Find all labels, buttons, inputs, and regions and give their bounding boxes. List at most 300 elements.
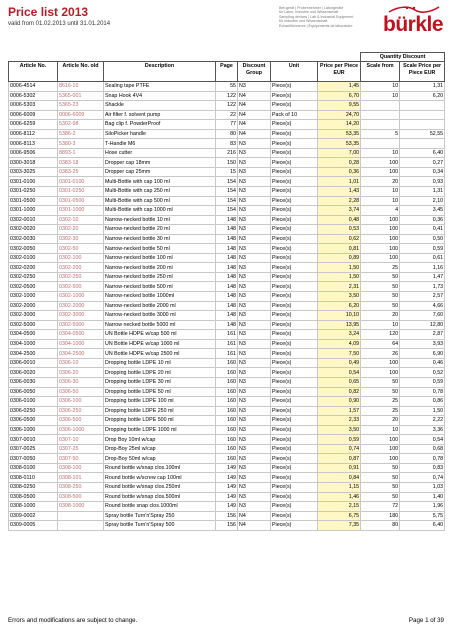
article-no-cell: 0306-0020 (9, 368, 58, 378)
price-cell: 0,48 (318, 215, 361, 225)
article-no-old-cell: 5302-98 (58, 120, 104, 130)
article-no-cell: 0006-4514 (9, 82, 58, 92)
article-no-old-cell: 0306-30 (58, 377, 104, 387)
price-cell: 0,91 (318, 463, 361, 473)
discount-group-cell: N3 (238, 82, 271, 92)
page-cell: 154 (216, 196, 238, 206)
scale-price-cell: 0,74 (400, 473, 445, 483)
description-cell: Narrow-necked bottle 20 ml (104, 225, 216, 235)
description-cell: Spray bottle Turn'n'Spray 250 (104, 511, 216, 521)
price-cell: 1,01 (318, 177, 361, 187)
page-cell: 160 (216, 358, 238, 368)
scale-price-cell (400, 110, 445, 120)
scale-from-header: Scale from (361, 62, 400, 82)
page-cell: 149 (216, 473, 238, 483)
page-cell: 77 (216, 120, 238, 130)
discount-group-cell: N3 (238, 444, 271, 454)
scale-from-cell: 100 (361, 444, 400, 454)
table-row (9, 225, 445, 235)
unit-cell: Piece(s) (271, 187, 318, 197)
page-cell: 148 (216, 292, 238, 302)
table-row (9, 110, 445, 120)
price-cell: 0,74 (318, 444, 361, 454)
scale-price-cell: 0,54 (400, 435, 445, 445)
article-no-cell: 0006-8112 (9, 129, 58, 139)
price-cell: 2,15 (318, 502, 361, 512)
unit-cell: Piece(s) (271, 320, 318, 330)
scale-price-cell: 0,86 (400, 397, 445, 407)
tagline-line: für Industrie und Wissenschaft (279, 19, 328, 24)
discount-group-cell: N3 (238, 148, 271, 158)
tagline-line: Sampling devices | Lab & Industrial Equipment (279, 14, 354, 19)
page-cell: 160 (216, 435, 238, 445)
price-cell: 6,20 (318, 301, 361, 311)
scale-price-cell: 1,03 (400, 482, 445, 492)
article-no-old-cell: 0307-50 (58, 454, 104, 464)
discount-group-cell: N3 (238, 177, 271, 187)
discount-group-cell: N4 (238, 120, 271, 130)
article-no-old-cell: 0307-25 (58, 444, 104, 454)
article-no-cell: 0309-0005 (9, 521, 58, 531)
discount-group-cell: N3 (238, 263, 271, 273)
scale-from-cell: 10 (361, 320, 400, 330)
article-no-old-cell: 0302-1000 (58, 292, 104, 302)
scale-price-cell: 12,80 (400, 320, 445, 330)
price-cell: 10,10 (318, 311, 361, 321)
article-no-old-cell: 0306-1000 (58, 425, 104, 435)
page-cell: 149 (216, 492, 238, 502)
page-cell: 156 (216, 511, 238, 521)
discount-group-cell: N3 (238, 349, 271, 359)
table-row (9, 292, 445, 302)
scale-from-cell: 50 (361, 377, 400, 387)
article-no-cell: 0302-2000 (9, 301, 58, 311)
table-row (9, 435, 445, 445)
price-cell: 4,09 (318, 339, 361, 349)
scale-from-cell: 50 (361, 473, 400, 483)
discount-group-cell: N4 (238, 129, 271, 139)
scale-price-cell (400, 101, 445, 111)
table-row (9, 349, 445, 359)
description-cell: UN Bottle HDPE w/cap 2500 ml (104, 349, 216, 359)
scale-from-cell: 10 (361, 187, 400, 197)
description-cell: Narrow-necked bottle 100 ml (104, 253, 216, 263)
page-cell: 148 (216, 272, 238, 282)
price-cell: 1,50 (318, 272, 361, 282)
scale-price-cell: 0,93 (400, 177, 445, 187)
scale-price-cell: 1,47 (400, 272, 445, 282)
page-cell: 160 (216, 377, 238, 387)
unit-cell: Piece(s) (271, 435, 318, 445)
article-no-old-cell: 0308-100 (58, 463, 104, 473)
discount-group-cell: N3 (238, 416, 271, 426)
table-row (9, 368, 445, 378)
unit-cell: Piece(s) (271, 206, 318, 216)
description-cell: Round bottle snap clos.1000ml (104, 502, 216, 512)
article-no-old-cell: 0383-25 (58, 167, 104, 177)
article-no-old-cell: 0306-100 (58, 397, 104, 407)
discount-group-cell: N3 (238, 253, 271, 263)
description-cell: Spray bottle Turn'n'Spray 500 (104, 521, 216, 531)
table-row (9, 387, 445, 397)
scale-from-cell: 20 (361, 177, 400, 187)
article-no-cell: 0006-5303 (9, 101, 58, 111)
scale-from-cell: 64 (361, 339, 400, 349)
article-no-cell: 0306-0500 (9, 416, 58, 426)
unit-cell: Piece(s) (271, 425, 318, 435)
scale-from-cell: 100 (361, 167, 400, 177)
article-no-old-cell: 0308-1000 (58, 502, 104, 512)
scale-from-cell: 120 (361, 330, 400, 340)
page-cell: 161 (216, 349, 238, 359)
page-cell: 22 (216, 110, 238, 120)
article-no-cell: 0306-0100 (9, 397, 58, 407)
unit-cell: Piece(s) (271, 358, 318, 368)
article-no-cell: 0006-9506 (9, 148, 58, 158)
scale-price-cell: 2,10 (400, 196, 445, 206)
page-cell: 160 (216, 416, 238, 426)
unit-cell: Piece(s) (271, 215, 318, 225)
scale-from-cell: 180 (361, 511, 400, 521)
scale-from-cell: 50 (361, 463, 400, 473)
scale-from-cell: 100 (361, 234, 400, 244)
scale-from-cell (361, 139, 400, 149)
table-row (9, 473, 445, 483)
article-no-cell: 0308-1000 (9, 502, 58, 512)
table-row (9, 91, 445, 101)
page-cell: 148 (216, 320, 238, 330)
scale-price-cell: 1,31 (400, 82, 445, 92)
table-row (9, 177, 445, 187)
scale-price-cell: 2,87 (400, 330, 445, 340)
table-row (9, 482, 445, 492)
scale-from-cell (361, 101, 400, 111)
description-cell: Round bottle w/snap clos.500ml (104, 492, 216, 502)
description-cell: Dropping bottle LDPE 20 ml (104, 368, 216, 378)
article-no-cell: 0306-0250 (9, 406, 58, 416)
article-no-old-cell: 0306-20 (58, 368, 104, 378)
discount-group-cell: N3 (238, 301, 271, 311)
price-cell: 0,54 (318, 368, 361, 378)
discount-group-cell: N3 (238, 158, 271, 168)
price-cell: 6,70 (318, 91, 361, 101)
description-cell: Dropper cap 18mm (104, 158, 216, 168)
article-no-old-cell: 0302-3000 (58, 311, 104, 321)
discount-group-cell: N3 (238, 502, 271, 512)
page-cell: 148 (216, 215, 238, 225)
description-cell: Drop Boy 10ml w/cap (104, 435, 216, 445)
scale-price-cell: 0,36 (400, 215, 445, 225)
scale-from-cell: 100 (361, 225, 400, 235)
table-row (9, 502, 445, 512)
scale-price-cell: 5,75 (400, 511, 445, 521)
scale-price-cell: 3,45 (400, 206, 445, 216)
scale-price-cell (400, 139, 445, 149)
description-cell: Narrow necked bottle 5000 ml (104, 320, 216, 330)
article-no-cell: 0308-0110 (9, 473, 58, 483)
scale-price-cell: 0,27 (400, 158, 445, 168)
unit-cell: Piece(s) (271, 244, 318, 254)
article-no-cell: 0006-6259 (9, 120, 58, 130)
discount-group-cell: N3 (238, 387, 271, 397)
scale-price-cell: 1,31 (400, 187, 445, 197)
article-no-cell: 0006-5302 (9, 91, 58, 101)
article-no-old-cell: 0006-6009 (58, 110, 104, 120)
description-cell: T-Handle M6 (104, 139, 216, 149)
unit-cell: Piece(s) (271, 177, 318, 187)
scale-from-cell: 100 (361, 358, 400, 368)
description-cell: Narrow-necked bottle 2000 ml (104, 301, 216, 311)
scale-from-cell: 100 (361, 158, 400, 168)
validity-subtitle: valid from 01.02.2013 until 31.01.2014 (8, 21, 111, 27)
table-row (9, 82, 445, 92)
unit-cell: Piece(s) (271, 492, 318, 502)
discount-group-cell: N3 (238, 377, 271, 387)
table-row (9, 416, 445, 426)
scale-from-cell: 50 (361, 292, 400, 302)
price-cell: 0,87 (318, 454, 361, 464)
scale-price-cell: 0,78 (400, 387, 445, 397)
discount-group-cell: N3 (238, 368, 271, 378)
unit-cell: Piece(s) (271, 253, 318, 263)
table-row (9, 444, 445, 454)
table-row (9, 463, 445, 473)
article-no-old-cell: 5365-001 (58, 91, 104, 101)
description-cell: Narrow-necked bottle 30 ml (104, 234, 216, 244)
article-no-old-cell: 0304-0500 (58, 330, 104, 340)
table-row (9, 511, 445, 521)
description-cell: Narrow-necked bottle 200 ml (104, 263, 216, 273)
description-cell: Air filter f. solvent pump (104, 110, 216, 120)
scale-price-cell: 4,66 (400, 301, 445, 311)
scale-price-cell: 7,60 (400, 311, 445, 321)
table-row (9, 244, 445, 254)
description-cell: Narrow-necked bottle 3000 ml (104, 311, 216, 321)
description-cell: Round bottle w/screw cap 100ml (104, 473, 216, 483)
page-cell: 122 (216, 101, 238, 111)
table-row (9, 158, 445, 168)
page-cell: 148 (216, 244, 238, 254)
price-cell: 1,15 (318, 482, 361, 492)
scale-price-cell: 0,34 (400, 167, 445, 177)
scale-price-cell: 6,90 (400, 349, 445, 359)
article-no-old-cell: 0308-101 (58, 473, 104, 483)
article-no-old-cell: 0383-18 (58, 158, 104, 168)
scale-from-cell: 100 (361, 253, 400, 263)
table-row (9, 101, 445, 111)
description-cell: Multi-Bottle with cap 100 ml (104, 177, 216, 187)
page-cell: 216 (216, 148, 238, 158)
unit-cell: Piece(s) (271, 148, 318, 158)
article-no-cell: 0308-0100 (9, 463, 58, 473)
scale-from-cell: 25 (361, 263, 400, 273)
price-cell: 0,49 (318, 358, 361, 368)
article-no-cell: 0302-0050 (9, 244, 58, 254)
article-no-cell: 0302-5000 (9, 320, 58, 330)
unit-cell: Piece(s) (271, 511, 318, 521)
discount-group-cell: N3 (238, 234, 271, 244)
table-row (9, 311, 445, 321)
article-no-cell: 0302-3000 (9, 311, 58, 321)
price-cell: 0,36 (318, 167, 361, 177)
article-no-old-cell: 0306-500 (58, 416, 104, 426)
price-cell: 0,84 (318, 473, 361, 483)
description-cell: Dropping bottle LDPE 100 ml (104, 397, 216, 407)
unit-cell: Piece(s) (271, 473, 318, 483)
page-cell: 161 (216, 339, 238, 349)
article-no-old-cell: 0302-10 (58, 215, 104, 225)
page-cell: 160 (216, 425, 238, 435)
article-no-old-cell: 0301-0250 (58, 187, 104, 197)
table-row (9, 167, 445, 177)
page-cell: 160 (216, 397, 238, 407)
page-cell: 161 (216, 330, 238, 340)
logo-wordmark: bürkle (383, 13, 444, 36)
article-no-cell: 0306-1000 (9, 425, 58, 435)
tagline-line: für Labor, Industrie und Wissenschaft (279, 10, 339, 15)
article-no-old-cell: 8616-10 (58, 82, 104, 92)
unit-cell: Piece(s) (271, 330, 318, 340)
scale-from-cell: 100 (361, 454, 400, 464)
description-cell: SiloPicker handle (104, 129, 216, 139)
page-cell: 148 (216, 301, 238, 311)
table-row (9, 406, 445, 416)
unit-cell: Piece(s) (271, 272, 318, 282)
article-no-header: Article No. (9, 62, 58, 82)
description-cell: Dropper cap 25mm (104, 167, 216, 177)
article-no-old-header: Article No. old (58, 62, 104, 82)
unit-cell: Piece(s) (271, 463, 318, 473)
page-cell: 83 (216, 139, 238, 149)
price-cell: 1,46 (318, 492, 361, 502)
page-cell: 160 (216, 454, 238, 464)
article-no-cell: 0006-6009 (9, 110, 58, 120)
article-no-old-cell: 0308-500 (58, 492, 104, 502)
table-row (9, 196, 445, 206)
article-no-old-cell: 0302-2000 (58, 301, 104, 311)
article-no-old-cell: 0301-0100 (58, 177, 104, 187)
price-cell: 2,28 (318, 196, 361, 206)
unit-cell: Piece(s) (271, 225, 318, 235)
price-cell: 1,57 (318, 406, 361, 416)
unit-cell: Piece(s) (271, 91, 318, 101)
scale-from-cell: 10 (361, 148, 400, 158)
description-cell: Round bottle w/snap clos.250ml (104, 482, 216, 492)
scale-price-cell: 3,93 (400, 339, 445, 349)
article-no-old-cell: 0302-500 (58, 282, 104, 292)
description-cell: Multi-Bottle with cap 250 ml (104, 187, 216, 197)
article-no-cell: 0307-0010 (9, 435, 58, 445)
tagline-line: Échantillonneurs | Équipements de laboratoire (279, 23, 353, 28)
discount-group-cell: N3 (238, 292, 271, 302)
article-no-old-cell: 0304-1000 (58, 339, 104, 349)
article-no-old-cell: 0306-50 (58, 387, 104, 397)
price-cell: 1,45 (318, 82, 361, 92)
company-logo (383, 5, 444, 39)
table-row (9, 320, 445, 330)
scale-from-cell: 10 (361, 196, 400, 206)
scale-price-cell: 0,83 (400, 463, 445, 473)
discount-group-cell: N3 (238, 272, 271, 282)
article-no-cell: 0302-1000 (9, 292, 58, 302)
description-cell: Dropping bottle LDPE 500 ml (104, 416, 216, 426)
article-no-old-cell (58, 521, 104, 531)
scale-from-cell: 72 (361, 502, 400, 512)
article-no-cell: 0302-0010 (9, 215, 58, 225)
discount-group-cell: N3 (238, 492, 271, 502)
scale-price-cell: 0,59 (400, 244, 445, 254)
price-cell: 1,50 (318, 263, 361, 273)
article-no-cell: 0302-0020 (9, 225, 58, 235)
description-cell: Narrow-necked bottle 10 ml (104, 215, 216, 225)
table-row (9, 253, 445, 263)
article-no-cell: 0307-0050 (9, 454, 58, 464)
table-row (9, 206, 445, 216)
scale-from-cell: 50 (361, 282, 400, 292)
description-cell: Drop-Boy 50ml w/cap (104, 454, 216, 464)
unit-cell: Piece(s) (271, 406, 318, 416)
article-no-cell: 0300-3018 (9, 158, 58, 168)
scale-price-cell: 6,40 (400, 148, 445, 158)
scale-from-cell: 25 (361, 397, 400, 407)
scale-price-cell: 1,40 (400, 492, 445, 502)
scale-from-cell: 4 (361, 206, 400, 216)
description-cell: Narrow-necked bottle 1000ml (104, 292, 216, 302)
unit-cell: Piece(s) (271, 444, 318, 454)
scale-price-cell: 6,40 (400, 521, 445, 531)
description-cell: UN Bottle HDPE w/cap 500 ml (104, 330, 216, 340)
scale-price-cell: 0,50 (400, 234, 445, 244)
page-cell: 154 (216, 206, 238, 216)
description-cell: Narrow-necked bottle 50 ml (104, 244, 216, 254)
scale-from-cell: 80 (361, 521, 400, 531)
quantity-discount-header: Quantity Discount (361, 53, 445, 62)
discount-group-cell: N3 (238, 320, 271, 330)
article-no-cell: 0304-1000 (9, 339, 58, 349)
scale-from-cell: 50 (361, 387, 400, 397)
scale-price-header: Scale Price per Piece EUR (400, 62, 445, 82)
description-cell: Snap Hook 4V4 (104, 91, 216, 101)
article-no-old-cell: 0302-5000 (58, 320, 104, 330)
price-cell: 0,82 (318, 387, 361, 397)
scale-price-cell: 0,68 (400, 444, 445, 454)
page-cell: 148 (216, 311, 238, 321)
table-row (9, 358, 445, 368)
article-no-cell: 0303-3025 (9, 167, 58, 177)
description-cell: UN Bottle HDPE w/cap 1000 ml (104, 339, 216, 349)
article-no-cell: 0302-0250 (9, 272, 58, 282)
discount-group-cell: N3 (238, 225, 271, 235)
discount-group-cell: N3 (238, 425, 271, 435)
table-row (9, 272, 445, 282)
unit-cell: Piece(s) (271, 263, 318, 273)
page-cell: 160 (216, 368, 238, 378)
article-no-cell: 0302-0030 (9, 234, 58, 244)
description-cell: Shackle (104, 101, 216, 111)
table-row (9, 492, 445, 502)
page-cell: 149 (216, 463, 238, 473)
price-cell: 1,43 (318, 187, 361, 197)
price-table (8, 52, 445, 531)
article-no-old-cell: 0302-100 (58, 253, 104, 263)
scale-price-cell: 1,73 (400, 282, 445, 292)
discount-group-cell: N3 (238, 339, 271, 349)
article-no-old-cell: 5365-23 (58, 101, 104, 111)
discount-group-cell: N3 (238, 463, 271, 473)
article-no-cell: 0301-0500 (9, 196, 58, 206)
discount-group-cell: N3 (238, 358, 271, 368)
unit-cell: Piece(s) (271, 349, 318, 359)
